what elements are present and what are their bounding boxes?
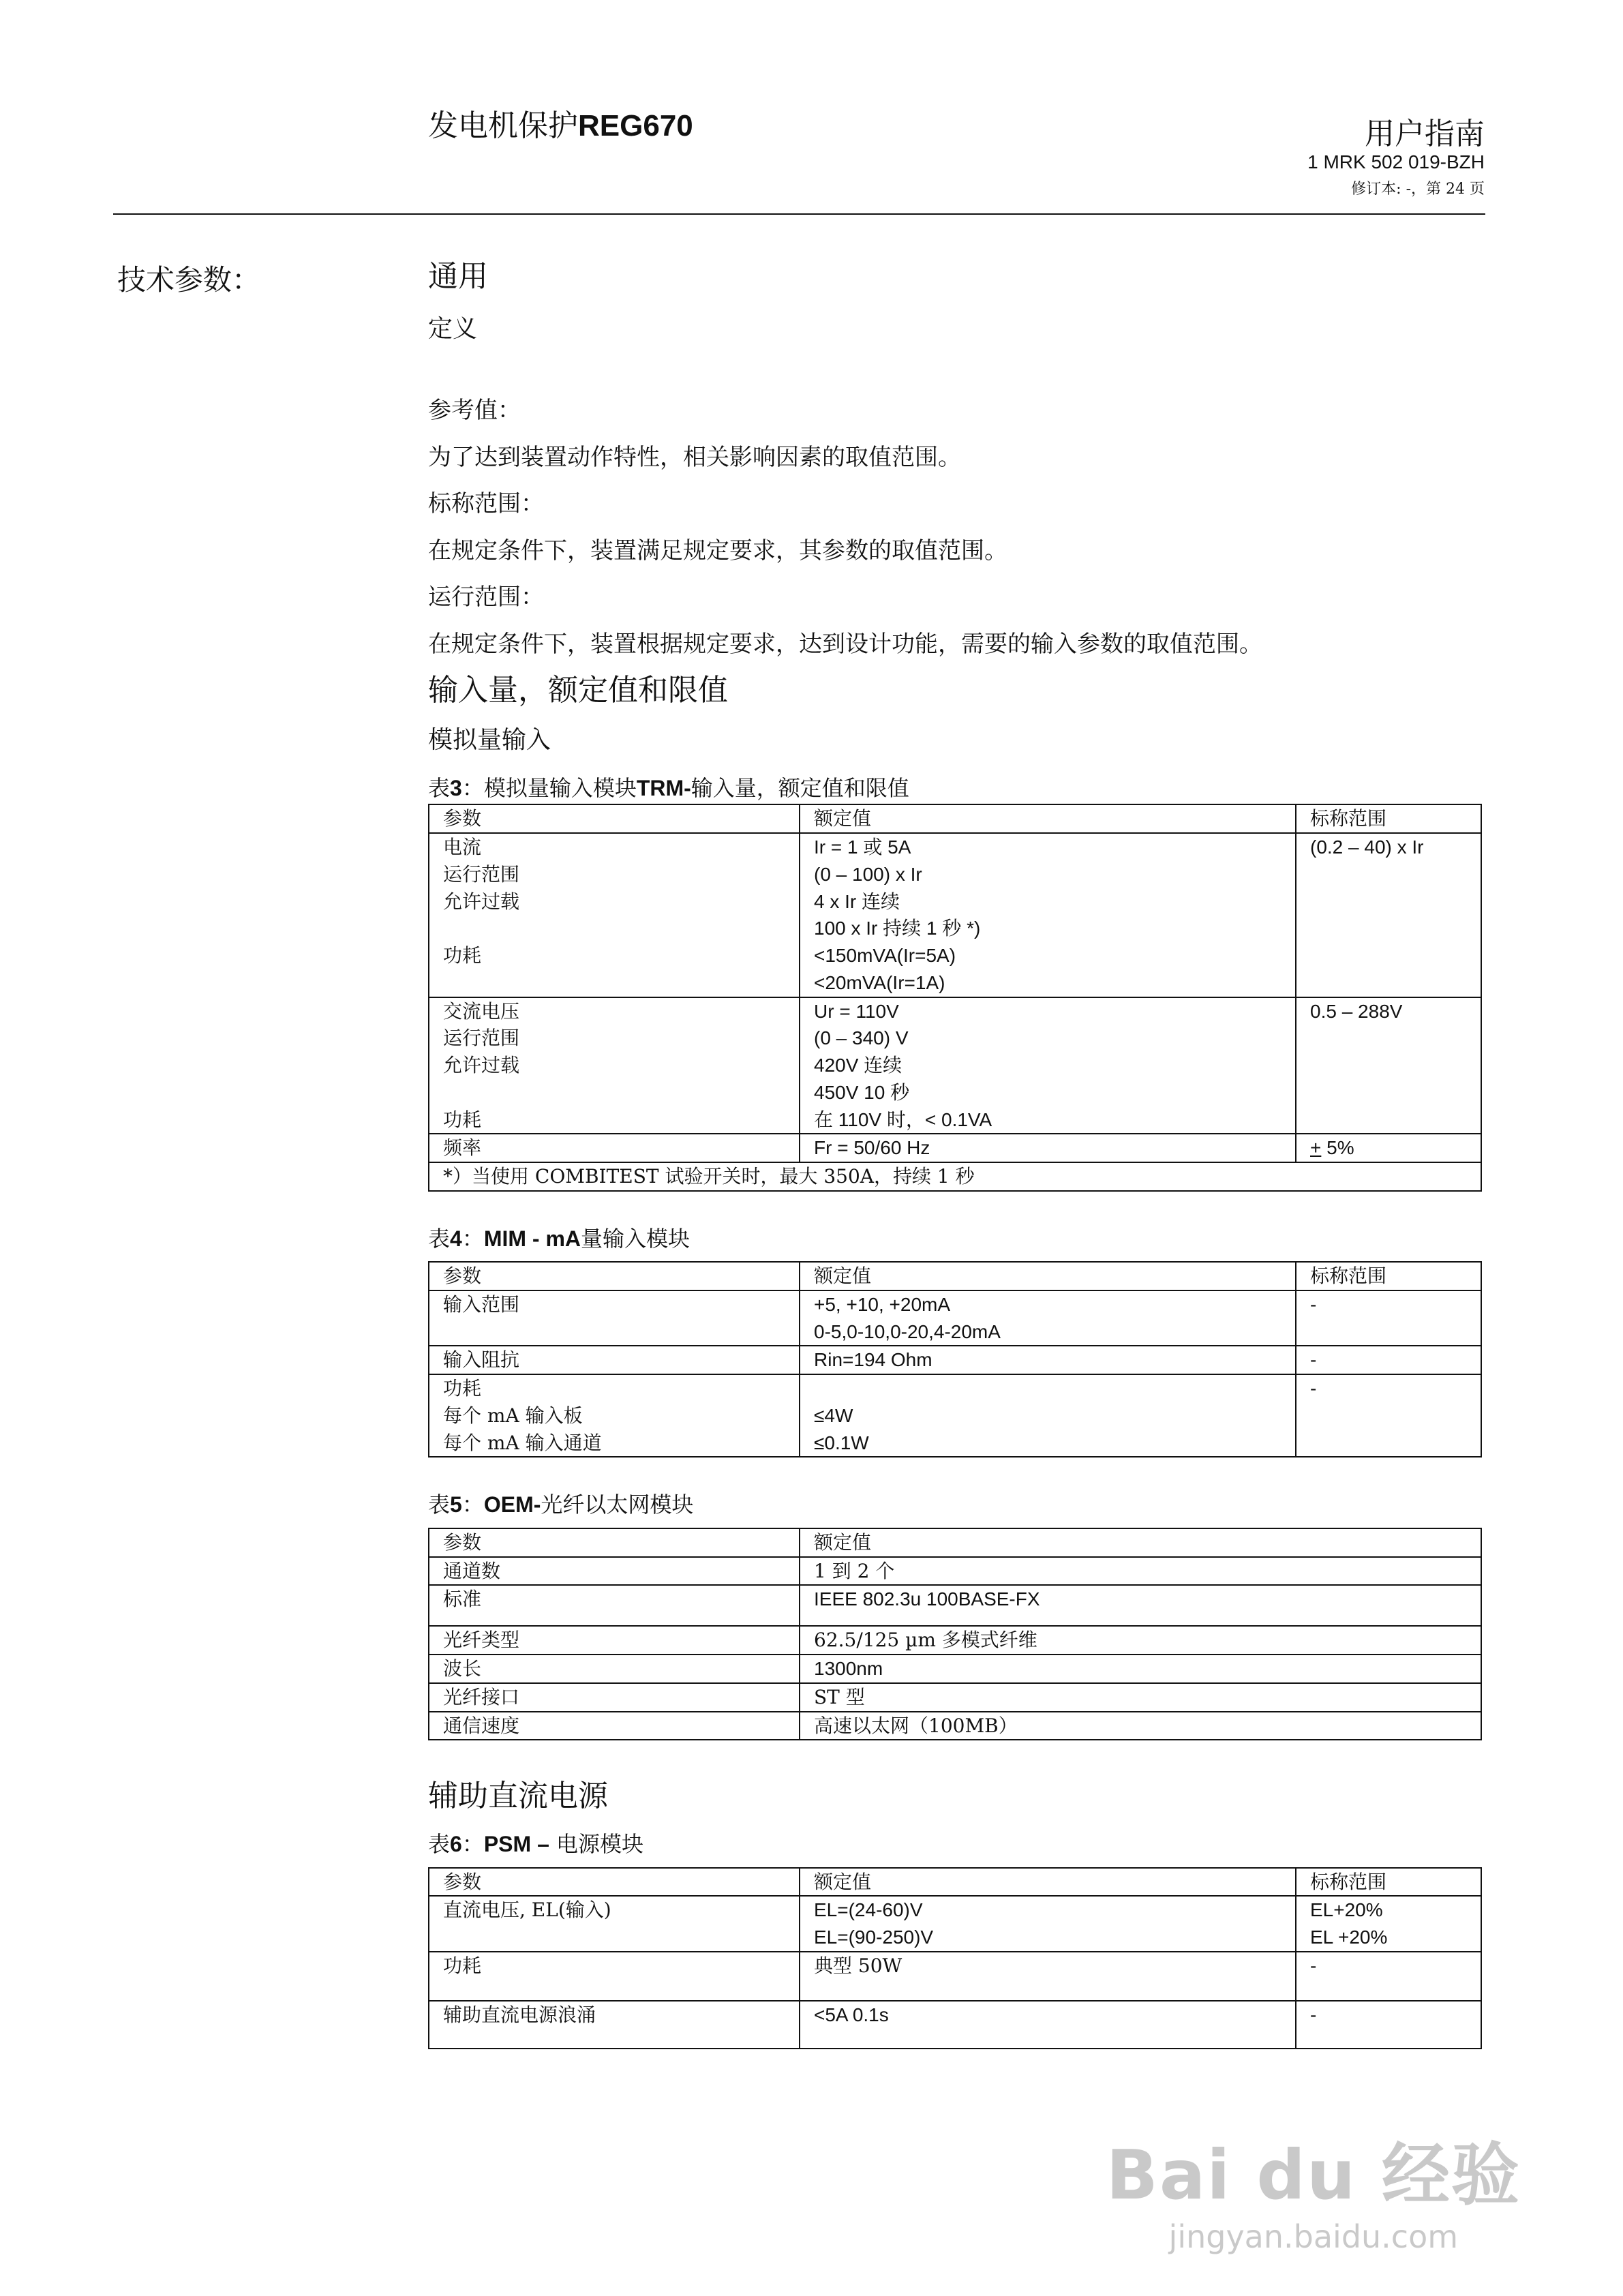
table-row [429, 2001, 1481, 2049]
rated-cell: Ir = 1 或 5A (0 – 100) x Ir 4 x Ir 连续 100 x Ir 持续 1 秒 *) <150mVA(Ir=5A) <20mVA(Ir=1A) [800, 833, 1296, 997]
table-row [429, 1952, 1481, 2001]
section-inputs-heading: 输入量，额定值和限值 [428, 672, 728, 708]
revision-page: 修订本: -，第 24 页 [1351, 181, 1485, 198]
rated-cell: Ur = 110V (0 – 340) V 420V 连续 450V 10 秒 在 110V 时，< 0.1VA [800, 997, 1296, 1134]
header-divider [113, 213, 1485, 215]
col-rated: 额定值 [800, 804, 1296, 833]
rated-cell: 高速以太网（100MB） [800, 1712, 1481, 1740]
rated-cell: 1300nm [800, 1655, 1481, 1683]
col-nominal: 标称范围 [1296, 1262, 1481, 1290]
param-cell: 波长 [429, 1655, 800, 1683]
table-row [429, 833, 1481, 997]
col-param: 参数 [429, 1868, 800, 1897]
watermark-logo: Bai du 经验 [1106, 2135, 1521, 2215]
param-cell: 直流电压, EL(输入) [429, 1896, 800, 1952]
nominal-cell: - [1296, 1374, 1481, 1457]
rated-cell: 典型 50W [800, 1952, 1296, 2001]
table4-mim [428, 1261, 1482, 1457]
param-cell: 输入阻抗 [429, 1346, 800, 1374]
table-row [429, 1346, 1481, 1374]
rated-cell: +5, +10, +20mA 0-5,0-10,0-20,4-20mA [800, 1290, 1296, 1346]
title-prefix: 发电机保护 [428, 108, 578, 143]
param-cell: 通道数 [429, 1557, 800, 1586]
document-title [428, 101, 693, 145]
def-text-nominal: 在规定条件下，装置满足规定要求，其参数的取值范围。 [428, 537, 1007, 564]
table3-caption: 表3：模拟量输入模块TRM-输入量，额定值和限值 [428, 774, 909, 801]
param-cell: 光纤类型 [429, 1626, 800, 1655]
table3-trm [428, 804, 1482, 1192]
table4-caption: 表4：MIM - mA量输入模块 [428, 1225, 691, 1252]
col-param: 参数 [429, 1528, 800, 1557]
col-rated: 额定值 [800, 1262, 1296, 1290]
rated-cell: Fr = 50/60 Hz [800, 1134, 1296, 1162]
param-cell: 电流 运行范围 允许过载 功耗 [429, 833, 800, 997]
rated-cell: Rin=194 Ohm [800, 1346, 1296, 1374]
analog-inputs-heading: 模拟量输入 [428, 725, 551, 754]
watermark [1106, 2120, 1521, 2255]
nominal-cell: + 5% [1296, 1134, 1481, 1162]
table-header-row [429, 1868, 1481, 1897]
section-aux-dc-heading: 辅助直流电源 [428, 1779, 608, 1814]
table-row [429, 1712, 1481, 1740]
table-row [429, 1655, 1481, 1683]
table-header-row [429, 1262, 1481, 1290]
table-row [429, 1557, 1481, 1586]
rated-cell: 62.5/125 µm 多模式纤维 [800, 1626, 1481, 1655]
rated-cell: ≤4W ≤0.1W [800, 1374, 1296, 1457]
table-header-row [429, 804, 1481, 833]
table-row [429, 1374, 1481, 1457]
param-cell: 频率 [429, 1134, 800, 1162]
param-cell: 功耗 每个 mA 输入板 每个 mA 输入通道 [429, 1374, 800, 1457]
rated-cell: ST 型 [800, 1683, 1481, 1712]
table-row [429, 1626, 1481, 1655]
def-text-operating: 在规定条件下，装置根据规定要求，达到设计功能，需要的输入参数的取值范围。 [428, 630, 1262, 658]
table-footnote-row [429, 1162, 1481, 1191]
param-cell: 通信速度 [429, 1712, 800, 1740]
nominal-cell: EL+20% EL +20% [1296, 1896, 1481, 1952]
footnote-cell: *）当使用 COMBITEST 试验开关时，最大 350A，持续 1 秒 [429, 1162, 1481, 1191]
guide-label: 用户指南 [1365, 117, 1485, 151]
rated-cell: 1 到 2 个 [800, 1557, 1481, 1586]
table-row [429, 1683, 1481, 1712]
main-content [428, 259, 1485, 2049]
table-row [429, 997, 1481, 1134]
param-cell: 输入范围 [429, 1290, 800, 1346]
table5-oem [428, 1528, 1482, 1741]
table5-caption: 表5：OEM-光纤以太网模块 [428, 1492, 694, 1518]
table-row [429, 1134, 1481, 1162]
watermark-url: jingyan.baidu.com [1168, 2218, 1459, 2255]
table6-caption: 表6：PSM – 电源模块 [428, 1831, 644, 1858]
def-label-nominal: 标称范围： [428, 489, 544, 517]
definitions-heading: 定义 [428, 314, 478, 343]
table-header-row [429, 1528, 1481, 1557]
nominal-cell: (0.2 – 40) x Ir [1296, 833, 1481, 997]
nominal-cell: - [1296, 2001, 1481, 2049]
def-label-reference: 参考值： [428, 396, 521, 424]
col-rated: 额定值 [800, 1528, 1481, 1557]
rated-cell: EL=(24-60)V EL=(90-250)V [800, 1896, 1296, 1952]
title-model: REG670 [578, 109, 693, 142]
param-cell: 功耗 [429, 1952, 800, 2001]
nominal-cell: - [1296, 1290, 1481, 1346]
param-cell: 标准 [429, 1585, 800, 1626]
table-row [429, 1896, 1481, 1952]
def-label-operating: 运行范围： [428, 583, 544, 611]
col-param: 参数 [429, 1262, 800, 1290]
param-cell: 光纤接口 [429, 1683, 800, 1712]
param-cell: 交流电压 运行范围 允许过载 功耗 [429, 997, 800, 1134]
col-param: 参数 [429, 804, 800, 833]
rated-cell: IEEE 802.3u 100BASE-FX [800, 1585, 1481, 1626]
table-row [429, 1290, 1481, 1346]
nominal-cell: 0.5 – 288V [1296, 997, 1481, 1134]
col-nominal: 标称范围 [1296, 1868, 1481, 1897]
nominal-cell: - [1296, 1952, 1481, 2001]
col-nominal: 标称范围 [1296, 804, 1481, 833]
section-general-heading: 通用 [428, 259, 488, 294]
table-row [429, 1585, 1481, 1626]
rated-cell: <5A 0.1s [800, 2001, 1296, 2049]
table6-psm [428, 1867, 1482, 2049]
side-heading: 技术参数： [117, 263, 261, 297]
document-number: 1 MRK 502 019-BZH [1307, 151, 1485, 172]
nominal-cell: - [1296, 1346, 1481, 1374]
param-cell: 辅助直流电源浪涌 [429, 2001, 800, 2049]
def-text-reference: 为了达到装置动作特性，相关影响因素的取值范围。 [428, 443, 961, 471]
col-rated: 额定值 [800, 1868, 1296, 1897]
